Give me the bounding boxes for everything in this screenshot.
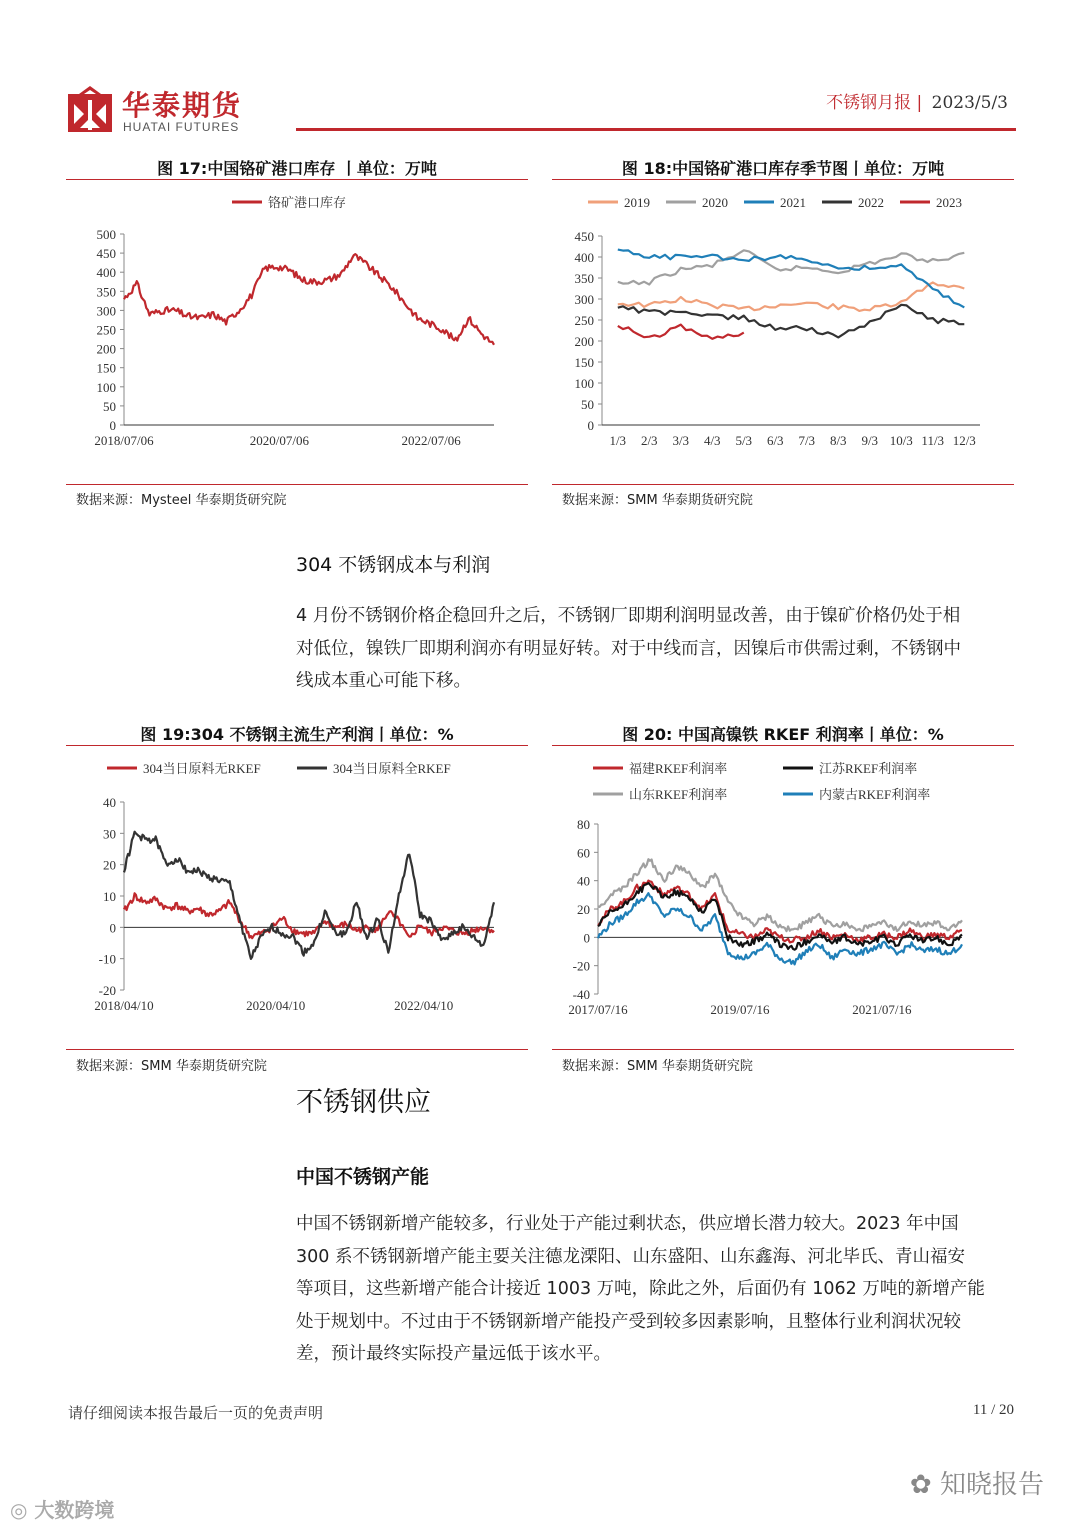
report-title: 不锈钢月报 xyxy=(826,93,912,113)
x-tick-label: 9/3 xyxy=(861,433,879,448)
y-tick-label: 50 xyxy=(103,398,116,414)
report-date: 2023/5/3 xyxy=(931,93,1008,113)
y-tick-label: 200 xyxy=(96,341,116,357)
figure-20-source: 数据来源：SMM 华泰期货研究院 xyxy=(562,1059,753,1074)
y-tick-label: -20 xyxy=(572,958,590,974)
paragraph-line: 线成本重心可能下移。 xyxy=(296,671,471,691)
y-tick-label: 20 xyxy=(577,902,590,917)
legend-label: 福建RKEF利润率 xyxy=(629,761,728,776)
watermark-left xyxy=(10,1494,114,1523)
legend-label: 2021 xyxy=(780,195,806,210)
x-tick-label: 3/3 xyxy=(672,433,690,448)
watermark-left-text: 大数跨境 xyxy=(34,1498,115,1522)
x-tick-label: 2/3 xyxy=(640,433,658,448)
figure-17-title: 图 17:中国铬矿港口库存 丨单位：万吨 xyxy=(157,159,437,178)
figure-18-source-rule xyxy=(552,484,1014,485)
header-separator: | xyxy=(916,93,923,113)
x-tick-label: 12/3 xyxy=(952,433,976,448)
legend-label: 2019 xyxy=(624,195,650,210)
figure-17-source-rule xyxy=(66,484,528,485)
section-heading-capacity: 中国不锈钢产能 xyxy=(296,1166,430,1188)
y-tick-label: 250 xyxy=(574,313,594,328)
paragraph-line: 中国不锈钢新增产能较多，行业处于产能过剩状态，供应增长潜力较大。2023 年中国 xyxy=(296,1214,959,1234)
figure-18-source: 数据来源：SMM 华泰期货研究院 xyxy=(562,493,753,508)
y-tick-label: 10 xyxy=(103,889,116,904)
series-line xyxy=(618,282,965,311)
y-tick-label: 300 xyxy=(96,303,116,319)
figure-20-title: 图 20: 中国高镍铁 RKEF 利润率丨单位：% xyxy=(622,725,944,744)
figure-18-chart xyxy=(552,182,1014,482)
y-tick-label: 60 xyxy=(577,845,590,861)
paragraph-line: 300 系不锈钢新增产能主要关注德龙溧阳、山东盛阳、山东鑫海、河北毕氏、青山福安 xyxy=(296,1246,965,1267)
x-tick-label: 2021/07/16 xyxy=(852,1002,912,1017)
logo-chinese-text: 华泰期货 xyxy=(122,89,243,122)
y-tick-label: 0 xyxy=(109,418,116,433)
legend-label: 304当日原料全RKEF xyxy=(333,761,451,776)
y-tick-label: -20 xyxy=(98,983,116,998)
y-tick-label: 450 xyxy=(96,246,116,262)
x-tick-label: 10/3 xyxy=(889,433,913,448)
x-tick-label: 2018/07/06 xyxy=(94,433,154,448)
paragraph-line: 处于规划中。不过由于不锈钢新增产能投产受到较多因素影响，且整体行业利润状况较 xyxy=(296,1311,961,1332)
y-tick-label: 0 xyxy=(587,418,594,433)
section-heading-supply: 不锈钢供应 xyxy=(296,1087,431,1118)
figure-18-title-rule xyxy=(552,179,1014,180)
legend-label: 2023 xyxy=(936,195,962,210)
figure-19-title-rule xyxy=(66,745,528,746)
header-report-info xyxy=(826,88,1008,113)
x-tick-label: 2022/04/10 xyxy=(394,998,454,1013)
y-tick-label: 40 xyxy=(577,873,590,889)
footer-page-number: 11 / 20 xyxy=(972,1402,1014,1418)
y-tick-label: 150 xyxy=(96,360,116,376)
x-tick-label: 2020/07/06 xyxy=(249,433,310,448)
figure-19-chart xyxy=(66,748,528,1048)
y-tick-label: 100 xyxy=(574,376,594,391)
series-line xyxy=(124,254,494,345)
logo-english-text: HUATAI FUTURES xyxy=(123,120,240,134)
y-tick-label: 250 xyxy=(96,322,116,338)
y-tick-label: 50 xyxy=(581,397,594,412)
series-line xyxy=(598,881,962,943)
series-line xyxy=(124,832,494,959)
legend-label: 304当日原料无RKEF xyxy=(143,761,261,776)
x-tick-label: 1/3 xyxy=(609,433,627,448)
series-line xyxy=(618,325,744,339)
y-tick-label: 200 xyxy=(574,334,594,349)
figure-20-chart xyxy=(552,748,1014,1048)
x-tick-label: 5/3 xyxy=(735,433,753,448)
y-tick-label: 80 xyxy=(577,817,590,832)
x-tick-label: 2019/07/16 xyxy=(710,1002,770,1017)
legend-label: 2020 xyxy=(702,195,728,210)
section-heading-cost-profit: 304 不锈钢成本与利润 xyxy=(296,554,491,576)
legend-label: 山东RKEF利润率 xyxy=(629,787,728,802)
legend-label: 2022 xyxy=(858,195,884,210)
paragraph-line: 对低位，镍铁厂即期利润亦有明显好转。对于中线而言，因镍后市供需过剩，不锈钢中 xyxy=(296,638,961,659)
footer-disclaimer: 请仔细阅读本报告最后一页的免责声明 xyxy=(68,1404,324,1422)
x-tick-label: 6/3 xyxy=(766,433,784,448)
y-tick-label: 20 xyxy=(103,857,116,873)
series-line xyxy=(598,883,962,950)
y-tick-label: 100 xyxy=(96,379,116,395)
y-tick-label: 0 xyxy=(583,930,590,946)
y-tick-label: 0 xyxy=(109,920,116,936)
section-cost-profit-paragraph xyxy=(296,600,1026,698)
figure-19-title: 图 19:304 不锈钢主流生产利润丨单位：% xyxy=(140,725,454,744)
y-tick-label: 500 xyxy=(96,227,116,242)
x-tick-label: 4/3 xyxy=(703,433,721,448)
y-tick-label: 150 xyxy=(574,355,594,370)
figure-19-source-rule xyxy=(66,1049,528,1050)
figure-17-source: 数据来源：Mysteel 华泰期货研究院 xyxy=(76,493,287,508)
x-tick-label: 11/3 xyxy=(921,433,945,448)
paragraph-line: 等项目，这些新增产能合计接近 1003 万吨，除此之外，后面仍有 1062 万吨的新增产能 xyxy=(296,1279,985,1299)
legend-label: 铬矿港口库存 xyxy=(268,195,347,210)
figure-19-source: 数据来源：SMM 华泰期货研究院 xyxy=(76,1059,267,1074)
x-tick-label: 2020/04/10 xyxy=(246,998,306,1013)
x-tick-label: 2017/07/16 xyxy=(568,1002,628,1017)
y-tick-label: 30 xyxy=(103,826,116,842)
legend-label: 内蒙古RKEF利润率 xyxy=(819,787,931,802)
wechat-icon: ✿ xyxy=(909,1470,932,1500)
y-tick-label: 400 xyxy=(574,250,594,265)
x-tick-label: 2022/07/06 xyxy=(401,433,461,448)
y-tick-label: -10 xyxy=(98,951,116,967)
paragraph-line: 差，预计最终实际投产量远低于该水平。 xyxy=(296,1344,611,1364)
series-line xyxy=(618,250,965,308)
series-line xyxy=(598,893,962,964)
section-capacity-paragraph xyxy=(296,1208,1026,1371)
x-tick-label: 8/3 xyxy=(829,433,847,448)
figure-18-title: 图 18:中国铬矿港口库存季节图丨单位：万吨 xyxy=(621,159,945,178)
legend-label: 江苏RKEF利润率 xyxy=(819,761,918,776)
series-line xyxy=(598,859,962,931)
y-tick-label: 350 xyxy=(574,271,594,286)
y-tick-label: 350 xyxy=(96,284,116,300)
paragraph-line: 4 月份不锈钢价格企稳回升之后，不锈钢厂即期利润明显改善，由于镍矿价格仍处于相 xyxy=(296,606,961,626)
y-tick-label: 400 xyxy=(96,265,116,281)
y-tick-label: 450 xyxy=(574,229,594,244)
figure-20-title-rule xyxy=(552,745,1014,746)
x-tick-label: 7/3 xyxy=(798,433,816,448)
figure-17-title-rule xyxy=(66,179,528,180)
watermark-right-text: 知晓报告 xyxy=(939,1470,1044,1500)
x-tick-label: 2018/04/10 xyxy=(94,998,154,1013)
y-tick-label: -40 xyxy=(572,987,590,1002)
watermark-right xyxy=(910,1464,1044,1501)
series-line xyxy=(618,305,965,338)
y-tick-label: 300 xyxy=(574,292,594,307)
watermark-logo-icon: ◎ xyxy=(10,1498,28,1522)
header-rule xyxy=(296,128,1016,131)
figure-20-source-rule xyxy=(552,1049,1014,1050)
logo-mark-icon xyxy=(68,86,112,132)
y-tick-label: 40 xyxy=(103,795,116,810)
figure-17-chart xyxy=(66,182,528,482)
